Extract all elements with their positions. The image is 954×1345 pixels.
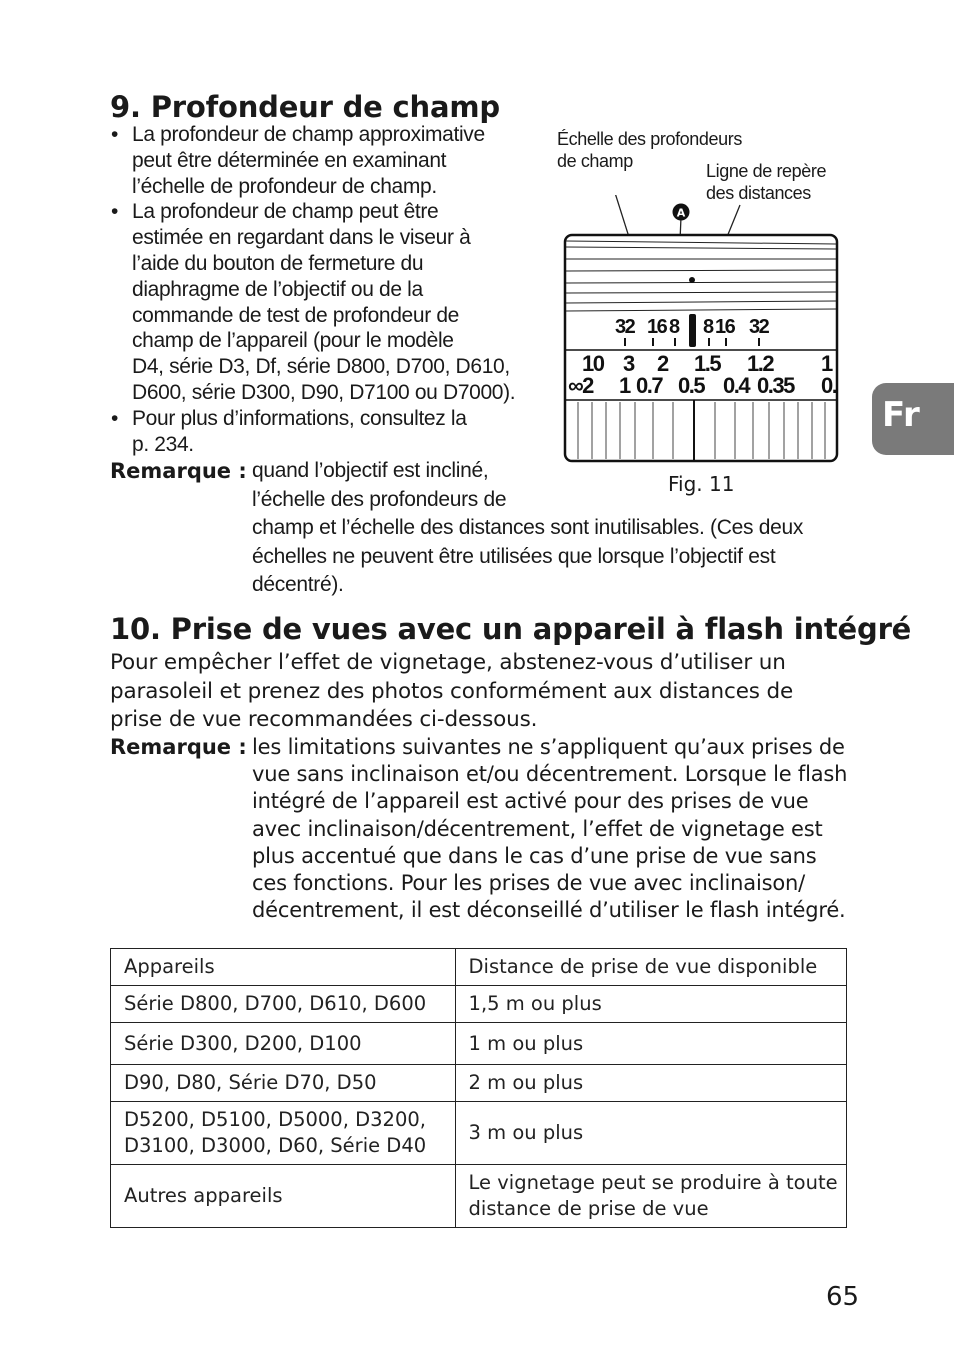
camera-distance-table — [110, 948, 847, 1228]
bullet-line: D4, série D3, Df, série D800, D700, D610, — [132, 355, 510, 379]
cell-line: Autres appareils — [124, 1184, 283, 1207]
distance-feet-number: 1 — [821, 351, 832, 376]
bullet-line: l’échelle de profondeur de champ. — [132, 174, 437, 198]
note-line: champ et l’échelle des distances sont inutilisables. (Ces deux — [252, 516, 804, 539]
distance-feet-number: 1.5 — [694, 351, 721, 376]
dof-number: 8 — [669, 316, 679, 338]
table-cell — [111, 1165, 456, 1228]
table-cell — [455, 1165, 846, 1228]
marker-a-letter: A — [676, 206, 686, 220]
table-header-row — [111, 949, 847, 986]
bullet-item — [110, 122, 550, 199]
note-line: ces fonctions. Pour les prises de vue avec inclinaison/ — [252, 871, 805, 896]
distance-feet-number: 3 — [623, 351, 634, 376]
table-header-cell: Appareils — [111, 949, 456, 986]
note-line: vue sans inclinaison et/ou décentrement. Lorsque le flash — [252, 762, 848, 787]
table-cell — [455, 986, 846, 1023]
distance-meter-number: 0.5 — [678, 373, 705, 398]
bullet-dot: • — [111, 406, 119, 430]
note-line: décentrement, il est déconseillé d’utiliser le flash intégré. — [252, 898, 846, 923]
table-cell — [111, 1023, 456, 1065]
cell-line: 1 m ou plus — [468, 1031, 584, 1055]
bullet-line: diaphragme de l’objectif ou de la — [132, 277, 423, 301]
distance-index-bar — [689, 314, 696, 347]
table-cell — [111, 1102, 456, 1165]
bullet-line: D600, série D300, D90, D7100 ou D7000). — [132, 380, 516, 404]
label-line: Échelle des profondeurs — [557, 129, 742, 149]
bullet-dot: • — [111, 123, 119, 146]
bullet-line: l’aide du bouton de fermeture du — [132, 251, 424, 275]
cell-line: 2 m ou plus — [468, 1071, 584, 1094]
distance-meter-number: 0.35 — [757, 373, 794, 398]
note-line: quand l’objectif est incliné, — [252, 459, 489, 482]
table-cell — [111, 1065, 456, 1102]
cell-line: 3 m ou plus — [468, 1121, 584, 1144]
note-line: plus accentué que dans le cas d’une prise de vue sans — [252, 843, 817, 868]
section-10-title: 10. Prise de vues avec un appareil à flash intégré — [110, 612, 912, 646]
distance-feet-number: 2 — [657, 351, 668, 376]
section-9-bullets — [110, 122, 550, 457]
section-10-note — [252, 734, 852, 924]
dof-number: 32 — [749, 316, 769, 338]
distance-feet-number: 1.2 — [747, 351, 774, 376]
cell-line: Le vignetage peut se produire à toute — [468, 1171, 838, 1194]
note-label: Remarque : — [110, 735, 247, 759]
table-row — [111, 1165, 847, 1228]
cell-line: Série D800, D700, D610, D600 — [124, 992, 427, 1015]
cell-line: Série D300, D200, D100 — [124, 1031, 362, 1055]
bullet-line: Pour plus d’informations, consultez la — [132, 406, 467, 430]
distance-meter-number: 1 — [619, 373, 630, 398]
bullet-line: p. 234. — [132, 432, 194, 456]
bullet-item — [110, 406, 550, 458]
para-line: parasoleil et prenez des photos conformément aux distances de — [110, 678, 794, 704]
dof-number: 32 — [615, 316, 635, 338]
section-10-paragraph — [110, 649, 850, 735]
bullet-line: peut être déterminée en examinant — [132, 148, 447, 172]
note-label: Remarque : — [110, 459, 247, 483]
para-line: prise de vue recommandées ci-dessous. — [110, 707, 538, 732]
cell-line: 1,5 m ou plus — [468, 992, 602, 1015]
lens-scale-figure — [550, 195, 850, 470]
table-row — [111, 1023, 847, 1065]
section-9-title: 9. Profondeur de champ — [110, 90, 500, 124]
bullet-line: La profondeur de champ approximative — [132, 123, 485, 146]
table-header-cell: Distance de prise de vue disponible — [455, 949, 846, 986]
note-line: les limitations suivantes ne s’appliquent qu’aux prises de — [252, 735, 845, 759]
bullet-item — [110, 199, 550, 405]
note-line: l’échelle des profondeurs de — [252, 487, 507, 511]
label-line: Ligne de repère — [706, 161, 827, 181]
distance-meter-number: 0. — [821, 373, 837, 398]
cell-line: D5200, D5100, D5000, D3200, — [124, 1108, 426, 1131]
cell-line: distance de prise de vue — [468, 1197, 709, 1220]
bullet-line: La profondeur de champ peut être — [132, 200, 439, 224]
distance-meter-number: 0.7 — [636, 373, 663, 398]
index-dot — [689, 277, 695, 283]
label-line: de champ — [557, 151, 633, 171]
note-line: intégré de l’appareil est activé pour des prises de vue — [252, 789, 809, 814]
table-cell — [111, 986, 456, 1023]
distance-feet-number: 10 — [582, 351, 604, 376]
label-line: des distances — [706, 183, 811, 203]
bullet-line: estimée en regardant dans le viseur à — [132, 226, 471, 250]
cell-line: D3100, D3000, D60, Série D40 — [124, 1134, 427, 1157]
language-tab-label: Fr — [882, 395, 920, 435]
note-line: avec inclinaison/décentrement, l’effet de vignetage est — [252, 816, 823, 841]
note-line: échelles ne peuvent être utilisées que lorsque l’objectif est — [252, 544, 776, 568]
bullet-dot: • — [111, 200, 119, 224]
note-line: décentré). — [252, 573, 344, 596]
table-row — [111, 986, 847, 1023]
table-cell — [455, 1065, 846, 1102]
table-row — [111, 1065, 847, 1102]
dof-number: 16 — [715, 316, 735, 338]
cell-line: D90, D80, Série D70, D50 — [124, 1071, 377, 1094]
bullet-line: champ de l’appareil (pour le modèle — [132, 329, 454, 353]
dof-number: 8 — [703, 316, 713, 338]
figure-caption: Fig. 11 — [668, 472, 735, 496]
bullet-line: commande de test de profondeur de — [132, 303, 460, 327]
table-cell — [455, 1102, 846, 1165]
distance-meter-number: 0.4 — [723, 373, 750, 398]
para-line: Pour empêcher l’effet de vignetage, abstenez-vous d’utiliser un — [110, 650, 786, 675]
distance-meter-number: ∞2 — [568, 373, 593, 398]
language-tab — [872, 383, 954, 455]
page-number: 65 — [826, 1282, 860, 1312]
table-cell — [455, 1023, 846, 1065]
table-row — [111, 1102, 847, 1165]
dof-number: 16 — [647, 316, 667, 338]
